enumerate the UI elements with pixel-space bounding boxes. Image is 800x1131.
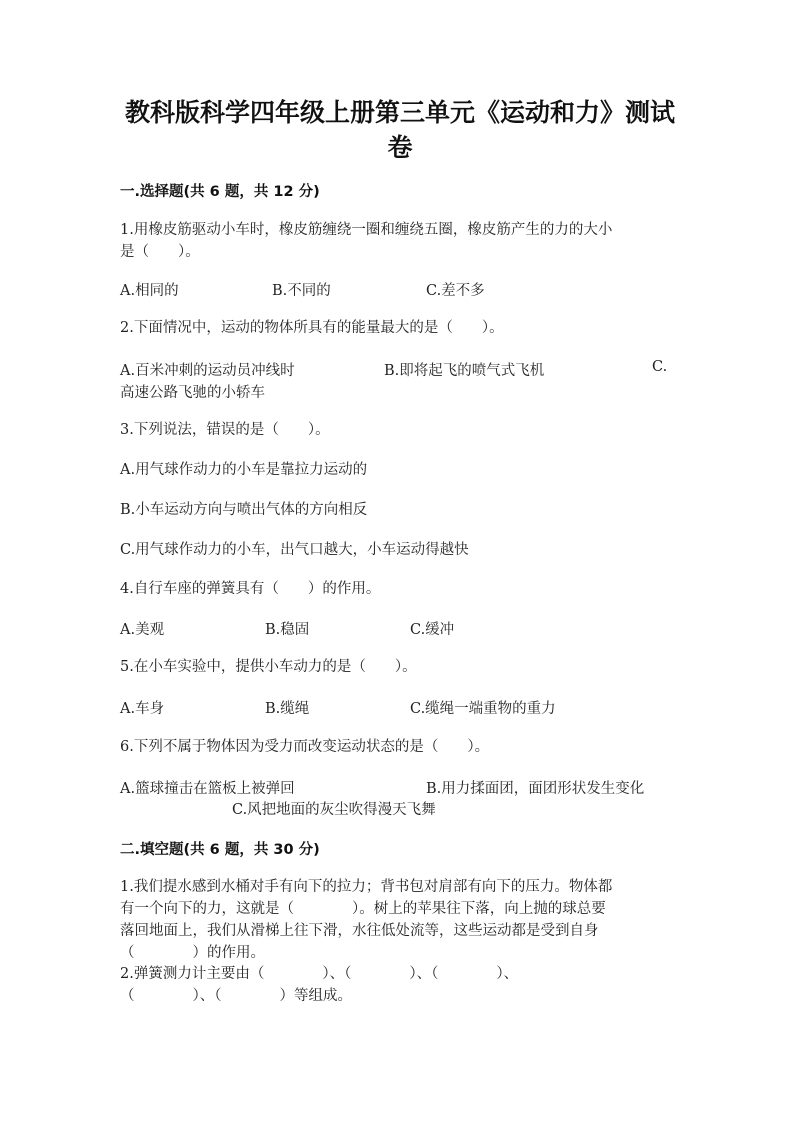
question-2-stem: 2.下面情况中，运动的物体所具有的能量最大的是（ ）。 [120,320,504,336]
question-4-option-b[interactable]: B.稳固 [265,622,310,638]
question-1-option-b[interactable]: B.不同的 [272,283,331,299]
question-3-stem: 3.下列说法，错误的是（ ）。 [120,422,330,438]
question-4-option-a[interactable]: A.美观 [120,622,165,638]
question-4-option-c[interactable]: C.缓冲 [410,622,455,638]
question-5-option-b[interactable]: B.缆绳 [265,701,310,717]
fill-question-1-line3: 落回地面上，我们从滑梯上往下滑，水往低处流等，这些运动都是受到自身 [120,923,599,939]
question-5-stem: 5.在小车实验中，提供小车动力的是（ ）。 [120,659,417,675]
section-heading-choice: 一.选择题(共 6 题，共 12 分) [120,184,320,200]
question-2-option-a[interactable]: A.百米冲刺的运动员冲线时 [120,363,295,379]
question-3-option-a[interactable]: A.用气球作动力的小车是靠拉力运动的 [120,462,368,478]
question-4-stem: 4.自行车座的弹簧具有（ ）的作用。 [120,581,381,597]
fill-question-1-line2: 有一个向下的力，这就是（ ）。树上的苹果往下落，向上抛的球总要 [120,901,606,917]
section-heading-fill-blank: 二.填空题(共 6 题，共 30 分) [120,842,320,858]
question-1-option-c[interactable]: C.差不多 [426,283,485,299]
document-title-line2: 卷 [387,133,413,162]
question-6-option-b[interactable]: B.用力揉面团，面团形状发生变化 [426,781,645,797]
document-title-line1: 教科版科学四年级上册第三单元《运动和力》测试 [124,98,675,127]
question-5-option-a[interactable]: A.车身 [120,701,165,717]
question-3-option-b[interactable]: B.小车运动方向与喷出气体的方向相反 [120,502,368,518]
question-6-option-c[interactable]: C.风把地面的灰尘吹得漫天飞舞 [232,802,436,818]
question-1-option-a[interactable]: A.相同的 [120,283,179,299]
question-6-stem: 6.下列不属于物体因为受力而改变运动状态的是（ ）。 [120,739,490,755]
question-5-option-c[interactable]: C.缆绳一端重物的重力 [410,701,556,717]
fill-question-2-line1: 2.弹簧测力计主要由（ ）、（ ）、（ ）、 [120,966,519,982]
question-3-option-c[interactable]: C.用气球作动力的小车，出气口越大，小车运动得越快 [120,542,469,558]
question-2-option-c-text[interactable]: 高速公路飞驰的小轿车 [120,385,265,401]
question-2-option-b[interactable]: B.即将起飞的喷气式飞机 [384,363,545,379]
fill-question-2-line2: （ ）、（ ）等组成。 [120,988,352,1004]
question-1-stem-line2: 是（ ）。 [120,244,200,260]
question-6-option-a[interactable]: A.篮球撞击在篮板上被弹回 [120,781,295,797]
question-1-stem-line1: 1.用橡皮筋驱动小车时，橡皮筋缠绕一圈和缠绕五圈，橡皮筋产生的力的大小 [120,222,613,238]
question-2-option-c-label[interactable]: C. [652,359,668,375]
fill-question-1-line4: （ ）的作用。 [120,945,265,961]
fill-question-1-line1: 1.我们提水感到水桶对手有向下的拉力；背书包对肩部有向下的压力。物体都 [120,879,613,895]
